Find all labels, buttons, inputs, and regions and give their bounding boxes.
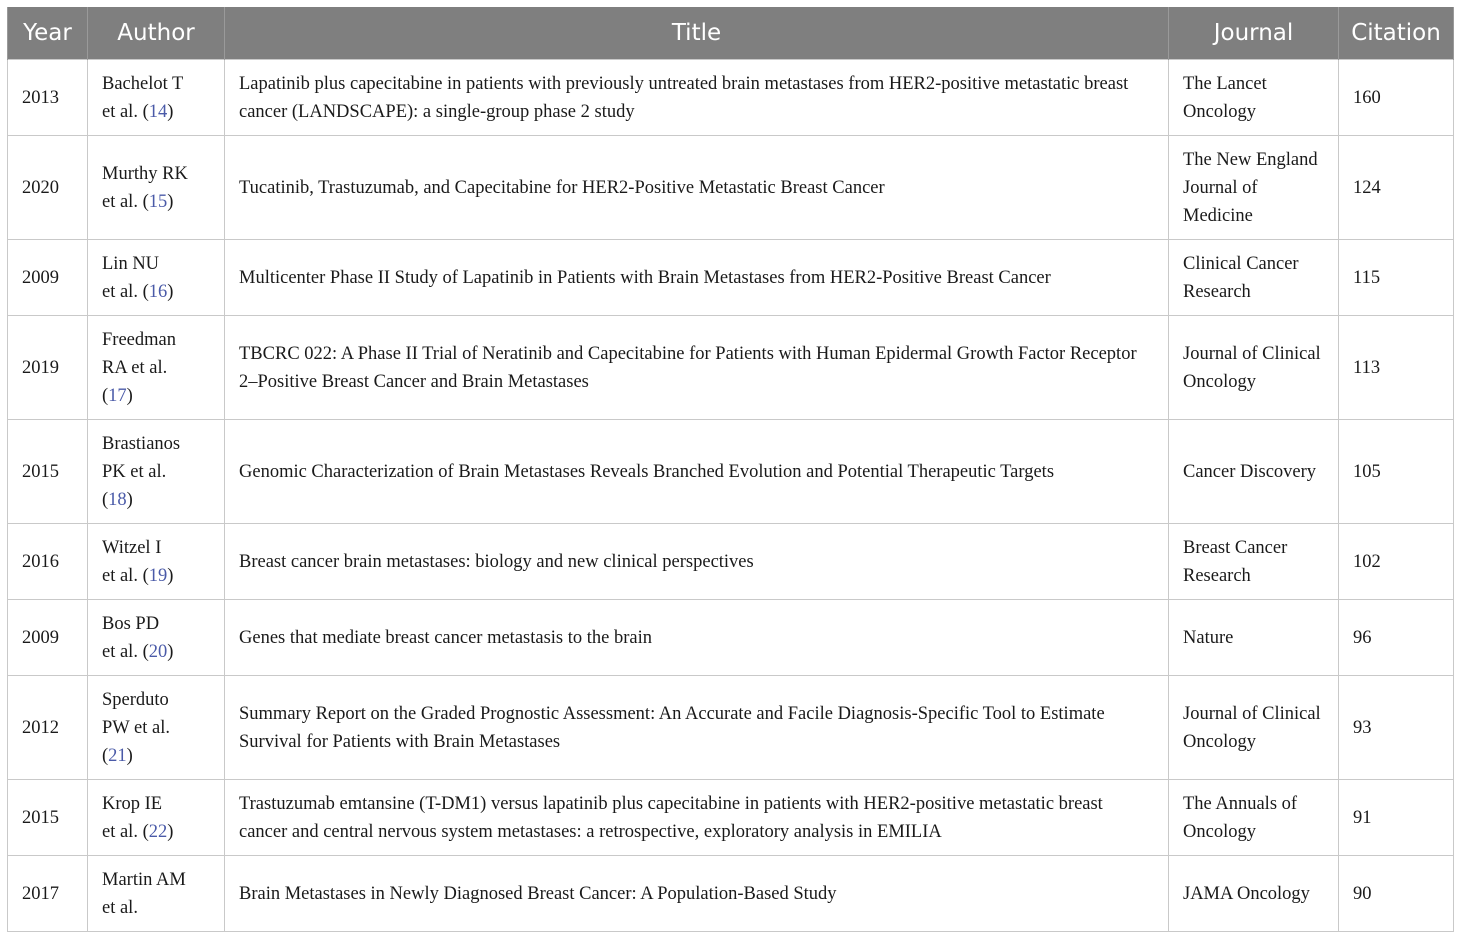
citation-table-container — [7, 7, 1453, 932]
table-row — [8, 676, 1454, 780]
year-cell: 2017 — [8, 856, 88, 932]
journal-cell: Journal of Clinical Oncology — [1169, 316, 1339, 420]
author-etal: et al. ( — [102, 641, 149, 662]
journal-cell: The New England Journal of Medicine — [1169, 136, 1339, 240]
author-cell — [88, 316, 225, 420]
journal-cell: Nature — [1169, 600, 1339, 676]
table-row — [8, 780, 1454, 856]
table-row — [8, 316, 1454, 420]
author-name: Murthy RK — [102, 163, 188, 184]
reference-link[interactable]: 14 — [148, 101, 168, 122]
title-cell: Trastuzumab emtansine (T-DM1) versus lapatinib plus capecitabine in patients with HER2-positive metastatic breast cancer and central nervous system metastases: a retrospective, exploratory analysis in EMILIA — [225, 780, 1169, 856]
journal-cell: Breast Cancer Research — [1169, 524, 1339, 600]
author-etal: PK et al. — [102, 461, 167, 482]
title-cell: Summary Report on the Graded Prognostic Assessment: An Accurate and Facile Diagnosis-Specific Tool to Estimate Survival for Patients with Brain Metastases — [225, 676, 1169, 780]
title-cell: Multicenter Phase II Study of Lapatinib in Patients with Brain Metastases from HER2-Positive Breast Cancer — [225, 240, 1169, 316]
author-open: ( — [102, 385, 109, 406]
author-open: ( — [102, 489, 109, 510]
author-etal: et al. — [102, 897, 138, 918]
author-etal: RA et al. — [102, 357, 168, 378]
author-name: Lin NU — [102, 253, 160, 274]
table-row — [8, 856, 1454, 932]
reference-link[interactable]: 22 — [148, 821, 168, 842]
author-close: ) — [167, 191, 174, 212]
table-row — [8, 600, 1454, 676]
column-header-journal: Journal — [1169, 7, 1339, 60]
author-close: ) — [126, 385, 133, 406]
reference-link[interactable]: 16 — [148, 281, 168, 302]
author-name: Freedman — [102, 329, 176, 350]
author-etal: et al. ( — [102, 191, 149, 212]
column-header-citation: Citation — [1339, 7, 1454, 60]
citation-cell: 90 — [1339, 856, 1454, 932]
citation-cell: 105 — [1339, 420, 1454, 524]
author-close: ) — [167, 281, 174, 302]
author-cell — [88, 136, 225, 240]
author-etal: et al. ( — [102, 281, 149, 302]
year-cell: 2015 — [8, 420, 88, 524]
citation-cell: 102 — [1339, 524, 1454, 600]
journal-cell: JAMA Oncology — [1169, 856, 1339, 932]
author-name: Witzel I — [102, 537, 162, 558]
author-open: ( — [102, 745, 109, 766]
author-etal: et al. ( — [102, 101, 149, 122]
citation-cell: 91 — [1339, 780, 1454, 856]
title-cell: TBCRC 022: A Phase II Trial of Neratinib and Capecitabine for Patients with Human Epidermal Growth Factor Receptor 2–Positive Breast Cancer and Brain Metastases — [225, 316, 1169, 420]
author-name: Krop IE — [102, 793, 163, 814]
year-cell: 2009 — [8, 240, 88, 316]
citation-cell: 93 — [1339, 676, 1454, 780]
author-cell — [88, 780, 225, 856]
journal-cell: The Annuals of Oncology — [1169, 780, 1339, 856]
author-cell — [88, 856, 225, 932]
citation-cell: 96 — [1339, 600, 1454, 676]
reference-link[interactable]: 21 — [108, 745, 127, 766]
title-cell: Genomic Characterization of Brain Metastases Reveals Branched Evolution and Potential Therapeutic Targets — [225, 420, 1169, 524]
year-cell: 2012 — [8, 676, 88, 780]
table-row — [8, 240, 1454, 316]
author-cell — [88, 524, 225, 600]
author-name: Brastianos — [102, 433, 181, 454]
column-header-title: Title — [225, 7, 1169, 60]
table-row — [8, 420, 1454, 524]
author-close: ) — [126, 489, 133, 510]
year-cell: 2019 — [8, 316, 88, 420]
year-cell: 2013 — [8, 60, 88, 136]
citation-table — [7, 7, 1454, 932]
year-cell: 2016 — [8, 524, 88, 600]
journal-cell: Journal of Clinical Oncology — [1169, 676, 1339, 780]
table-row — [8, 524, 1454, 600]
author-name: Bachelot T — [102, 73, 184, 94]
reference-link[interactable]: 20 — [148, 641, 168, 662]
citation-cell: 124 — [1339, 136, 1454, 240]
title-cell: Genes that mediate breast cancer metastasis to the brain — [225, 600, 1169, 676]
year-cell: 2009 — [8, 600, 88, 676]
author-close: ) — [167, 821, 174, 842]
year-cell: 2015 — [8, 780, 88, 856]
author-etal: et al. ( — [102, 821, 149, 842]
year-cell: 2020 — [8, 136, 88, 240]
reference-link[interactable]: 19 — [148, 565, 168, 586]
author-cell — [88, 240, 225, 316]
table-row — [8, 60, 1454, 136]
author-etal: PW et al. — [102, 717, 170, 738]
citation-cell: 113 — [1339, 316, 1454, 420]
author-name: Bos PD — [102, 613, 160, 634]
author-close: ) — [167, 565, 174, 586]
journal-cell: The Lancet Oncology — [1169, 60, 1339, 136]
reference-link[interactable]: 18 — [108, 489, 127, 510]
reference-link[interactable]: 15 — [148, 191, 168, 212]
author-cell — [88, 676, 225, 780]
title-cell: Breast cancer brain metastases: biology and new clinical perspectives — [225, 524, 1169, 600]
column-header-author: Author — [88, 7, 225, 60]
table-header-row — [8, 7, 1454, 60]
author-cell — [88, 600, 225, 676]
author-close: ) — [167, 101, 174, 122]
citation-cell: 160 — [1339, 60, 1454, 136]
author-cell — [88, 60, 225, 136]
author-close: ) — [167, 641, 174, 662]
column-header-year: Year — [8, 7, 88, 60]
title-cell: Brain Metastases in Newly Diagnosed Breast Cancer: A Population-Based Study — [225, 856, 1169, 932]
title-cell: Tucatinib, Trastuzumab, and Capecitabine for HER2-Positive Metastatic Breast Cancer — [225, 136, 1169, 240]
author-name: Martin AM — [102, 869, 186, 890]
author-cell — [88, 420, 225, 524]
author-close: ) — [126, 745, 133, 766]
author-etal: et al. ( — [102, 565, 149, 586]
table-row — [8, 136, 1454, 240]
journal-cell: Cancer Discovery — [1169, 420, 1339, 524]
reference-link[interactable]: 17 — [108, 385, 127, 406]
title-cell: Lapatinib plus capecitabine in patients with previously untreated brain metastases from HER2-positive metastatic breast cancer (LANDSCAPE): a single-group phase 2 study — [225, 60, 1169, 136]
author-name: Sperduto — [102, 689, 169, 710]
journal-cell: Clinical Cancer Research — [1169, 240, 1339, 316]
citation-cell: 115 — [1339, 240, 1454, 316]
